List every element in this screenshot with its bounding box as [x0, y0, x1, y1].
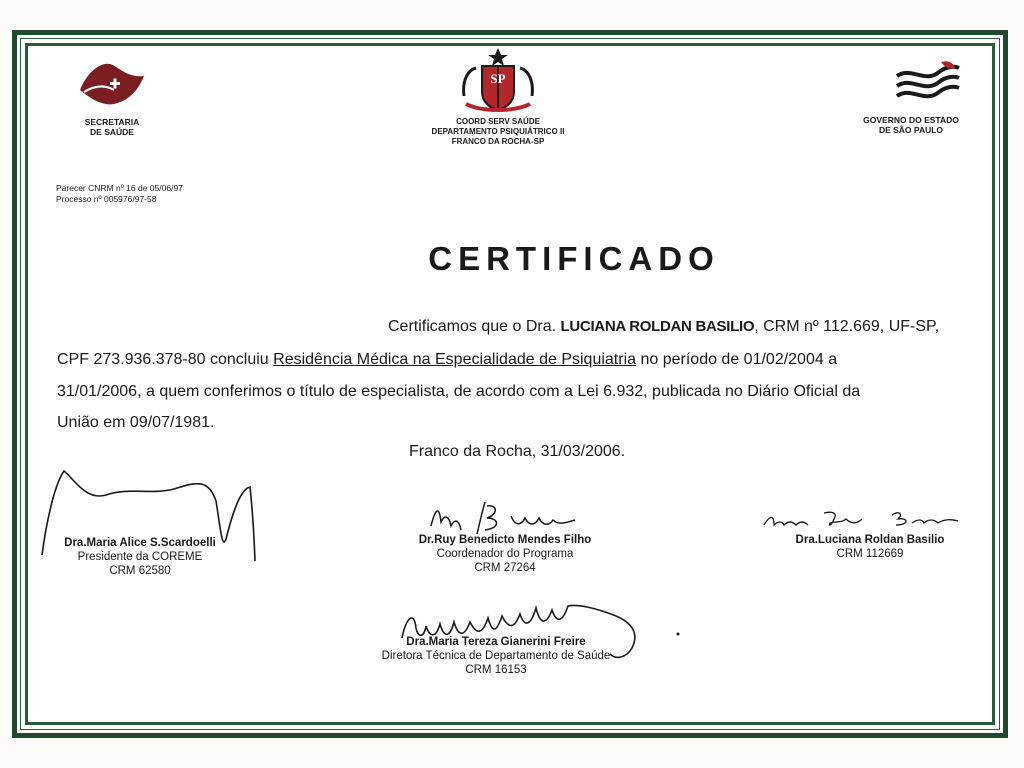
left-header-line1: SECRETARIA: [84, 117, 140, 127]
signer-4-role: Diretora Técnica de Departamento de Saúde: [381, 650, 611, 662]
signer-1-crm: CRM 62580: [109, 565, 171, 577]
certificate-title: CERTIFICADO: [428, 240, 720, 277]
signer-3-name: Dra.Luciana Roldan Basilio: [795, 534, 945, 546]
signer-4-crm: CRM 16153: [465, 664, 527, 676]
secretaria-saude-logo-icon: [74, 60, 150, 112]
signer-2-name: Dr.Ruy Benedicto Mendes Filho: [418, 534, 592, 546]
sao-paulo-coat-of-arms-icon: [458, 46, 538, 116]
emblem-sp-text: SP: [490, 71, 506, 86]
signature-3-scribble-icon: [762, 505, 962, 533]
course-name: Residência Médica na Especialidade de Psiquiatria: [273, 351, 637, 368]
signer-2-role: Coordenador do Programa: [436, 548, 574, 560]
recipient-name: LUCIANA ROLDAN BASILIO: [560, 318, 755, 335]
signature-block-2: [400, 533, 610, 575]
right-header-line1: GOVERNO DO ESTADO: [863, 115, 959, 125]
body-line-1-prefix: Certificamos que o Dra.: [388, 318, 561, 335]
signature-block-1: [40, 536, 240, 578]
body-line-1-suffix: , CRM nº 112.669, UF-SP,: [754, 318, 940, 335]
body-line-2: [57, 350, 837, 370]
coord-serv-saude-label: [398, 117, 598, 147]
parecer-line: Parecer CNRM nº 16 de 05/06/97: [56, 183, 183, 193]
place-date: Franco da Rocha, 31/03/2006.: [409, 443, 626, 460]
left-header-line2: DE SAÚDE: [90, 127, 134, 137]
signature-block-4: [356, 635, 636, 677]
body-line-2-suffix: no período de 01/02/2004 a: [636, 351, 838, 368]
processo-line: Processo nº 005976/97-58: [56, 194, 157, 204]
center-header-line2: DEPARTAMENTO PSIQUIÁTRICO II: [431, 127, 565, 136]
governo-sp-logo-icon: [895, 58, 961, 110]
body-line-1: [388, 317, 939, 337]
secretaria-saude-label: [64, 117, 160, 137]
center-header-line1: COORD SERV SAÚDE: [456, 117, 540, 126]
signer-3-crm: CRM 112669: [836, 548, 904, 560]
signer-1-role: Presidente da COREME: [77, 551, 203, 563]
body-line-3: 31/01/2006, a quem conferimos o título de especialista, de acordo com a Lei 6.932, publicada no Diário Oficial da: [57, 383, 861, 400]
right-header-line2: DE SÃO PAULO: [878, 125, 944, 135]
governo-sp-label: [852, 115, 970, 135]
signer-4-name: Dra.Maria Tereza Gianerini Freire: [406, 636, 586, 648]
process-info: [56, 183, 183, 205]
signer-2-crm: CRM 27264: [474, 562, 536, 574]
center-header-line3: FRANCO DA ROCHA-SP: [451, 137, 545, 146]
body-line-4: União em 09/07/1981.: [57, 414, 215, 431]
body-line-2-prefix: CPF 273.936.378-80 concluiu: [57, 351, 274, 368]
signature-block-3: [770, 533, 970, 561]
signer-1-name: Dra.Maria Alice S.Scardoelli: [64, 537, 216, 549]
